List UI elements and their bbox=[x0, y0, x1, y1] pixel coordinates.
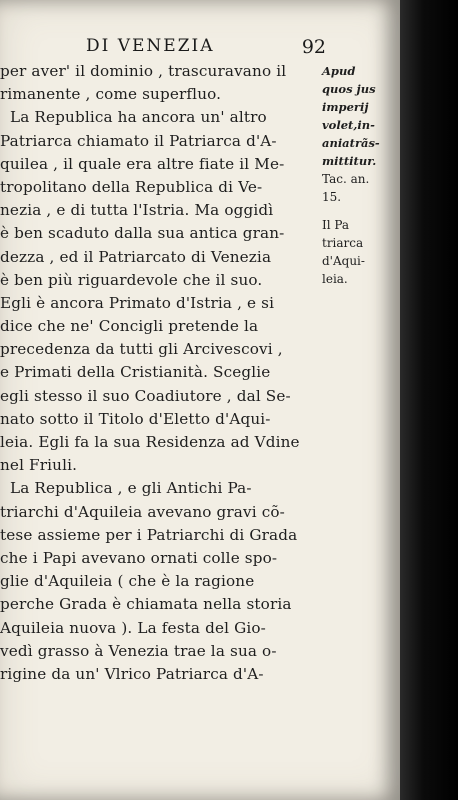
text-line: triarchi d'Aquileia avevano gravi cõ- bbox=[0, 502, 285, 521]
body-text bbox=[0, 60, 310, 686]
margin-note-line: Tac. an. bbox=[322, 172, 370, 186]
text-line: La Republica ha ancora un' altro bbox=[10, 108, 267, 127]
text-line: nel Friuli. bbox=[0, 456, 78, 475]
text-line: leia. Egli fa la sua Residenza ad Vdine bbox=[0, 433, 300, 451]
text-line: tese assieme per i Patriarchi di Grada bbox=[0, 525, 298, 544]
text-line: La Republica , e gli Antichi Pa- bbox=[10, 479, 252, 498]
margin-note-line: leia. bbox=[322, 272, 348, 286]
text-line: Patriarca chiamato il Patriarca d'A- bbox=[0, 131, 277, 150]
margin-note-line: volet,in- bbox=[322, 118, 375, 132]
margin-note-line: mittitur. bbox=[322, 154, 377, 168]
margin-note-line: quos jus bbox=[322, 82, 376, 96]
text-line: vedì grasso à Venezia trae la sua o- bbox=[0, 641, 277, 660]
text-line: e Primati della Cristianità. Sceglie bbox=[0, 363, 271, 382]
margin-note-line: d'Aqui- bbox=[322, 254, 365, 268]
text-line: quilea , il quale era altre fiate il Me- bbox=[0, 154, 285, 173]
text-line: tropolitano della Republica di Ve- bbox=[0, 177, 263, 196]
text-line: perche Grada è chiamata nella storia bbox=[0, 595, 292, 614]
margin-notes bbox=[322, 62, 400, 288]
margin-note-line: Il Pa bbox=[322, 218, 350, 232]
text-line: è ben più riguardevole che il suo. bbox=[0, 270, 263, 289]
page-number: 92 bbox=[301, 36, 326, 58]
page-edge-shadow bbox=[400, 0, 458, 800]
text-line: Egli è ancora Primato d'Istria , e si bbox=[0, 293, 275, 312]
text-line: dice che ne' Concigli pretende la bbox=[0, 317, 259, 336]
margin-note-line: imperij bbox=[322, 100, 369, 114]
text-line: nato sotto il Titolo d'Eletto d'Aqui- bbox=[0, 409, 271, 428]
margin-note-line: aniatrãs- bbox=[322, 136, 380, 150]
text-line: dezza , ed il Patriarcato di Venezia bbox=[0, 247, 272, 266]
text-line: che i Papi avevano ornati colle spo- bbox=[0, 548, 278, 567]
text-line: rigine da un' Vlrico Patriarca d'A- bbox=[0, 664, 264, 683]
text-line: per aver' il dominio , trascuravano il bbox=[0, 62, 287, 80]
margin-note-line: Apud bbox=[322, 64, 356, 78]
running-title: DI VENEZIA bbox=[86, 36, 215, 56]
text-line: nezia , e di tutta l'Istria. Ma oggidì bbox=[0, 201, 274, 220]
margin-note-line: 15. bbox=[322, 190, 342, 204]
text-line: Aquileia nuova ). La festa del Gio- bbox=[0, 618, 266, 637]
text-line: precedenza da tutti gli Arcivescovi , bbox=[0, 340, 283, 359]
text-line: rimanente , come superfluo. bbox=[0, 85, 222, 104]
running-header bbox=[86, 36, 326, 58]
text-line: egli stesso il suo Coadiutore , dal Se- bbox=[0, 386, 291, 405]
margin-note-line: triarca bbox=[322, 236, 364, 250]
text-line: glie d'Aquileia ( che è la ragione bbox=[0, 572, 255, 591]
text-line: è ben scaduto dalla sua antica gran- bbox=[0, 224, 285, 243]
